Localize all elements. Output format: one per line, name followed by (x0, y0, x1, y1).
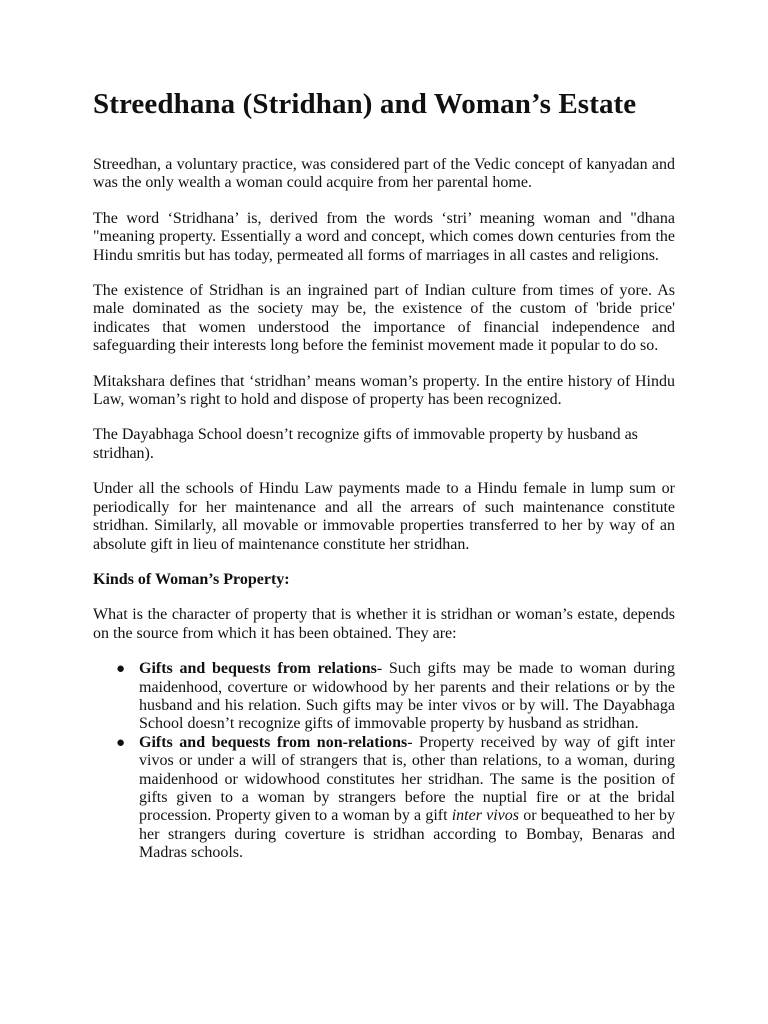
bullet-icon: ● (116, 661, 126, 678)
section-heading: Kinds of Woman’s Property: (93, 570, 290, 588)
bullet-list (93, 660, 675, 862)
section-intro: What is the character of property that is whether it is stridhan or woman’s estate, depends on the source from which it has been obtained. They are: (93, 606, 675, 642)
paragraph-6: Under all the schools of Hindu Law payments made to a Hindu female in lump sum or periodically for her maintenance and all the arrears of such maintenance constitute stridhan. Similarly, all movable or immovable properties transferred to her by way of an absolute gift in lieu of maintenance constitute her stridhan. (93, 480, 675, 553)
list-item (116, 733, 676, 863)
document-title: Streedhana (Stridhan) and Woman’s Estate (93, 88, 637, 120)
list-item-italic-text: inter vivos (451, 807, 520, 825)
list-item-text: - Such gifts may be made to woman during maidenhood, coverture or widowhood by her parents and their relations or by the husband and his relation. Such gifts may be inter vivos or by will. The Dayabhaga School doesn’t recognize gifts of immovable property by husband as stridhan. (139, 660, 675, 733)
paragraph-4: Mitakshara defines that ‘stridhan’ means woman’s property. In the entire history of Hindu Law, woman’s right to hold and dispose of property has been recognized. (93, 372, 675, 409)
paragraph-1: Streedhan, a voluntary practice, was considered part of the Vedic concept of kanyadan and was the only wealth a woman could acquire from her parental home. (93, 156, 675, 192)
list-item-lead: Gifts and bequests from relations (139, 660, 377, 678)
list-item (116, 660, 675, 734)
list-item-text-end: or bequeathed to her by her strangers during coverture is stridhan according to Bombay, Benaras and Madras schools. (139, 807, 676, 862)
bullet-icon: ● (116, 734, 126, 751)
list-item-text: - Property received by way of gift inter vivos or under a will of strangers that is, other than relations, to a woman, during maidenhood or widowhood constitutes her stridhan. The same is the position of gifts given to a woman by strangers before the nuptial fire or at the bridal procession. Property given to a woman by a gift (139, 733, 675, 825)
list-item-lead: Gifts and bequests from non-relations (139, 733, 408, 751)
paragraph-5: The Dayabhaga School doesn’t recognize gifts of immovable property by husband as stridhan). (93, 426, 638, 462)
paragraph-2: The word ‘Stridhana’ is, derived from the words ‘stri’ meaning woman and "dhana "meaning property. Essentially a word and concept, which comes down centuries from the Hindu smritis but has today, permeated all forms of marriages in all castes and religions. (93, 209, 675, 264)
paragraph-3: The existence of Stridhan is an ingrained part of Indian culture from times of yore. As male dominated as the society may be, the existence of the custom of 'bride price' indicates that women understood the importance of financial independence and safeguarding their interests long before the feminist movement made it popular to do so. (93, 282, 675, 355)
